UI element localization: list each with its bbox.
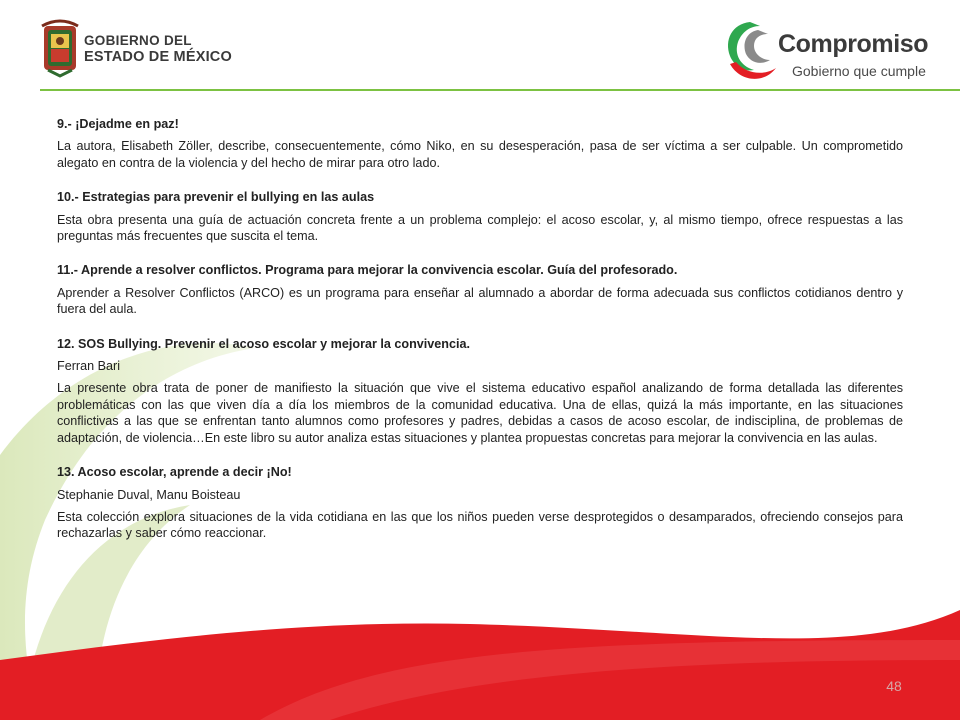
book-title: 9.- ¡Dejadme en paz!	[57, 117, 179, 131]
book-author: Ferran Bari	[57, 359, 120, 374]
compromiso-logo	[720, 14, 930, 86]
book-title: 13. Acoso escolar, aprende a decir ¡No!	[57, 465, 292, 480]
book-item-9	[57, 116, 903, 171]
gov-name	[84, 32, 232, 66]
book-description: Esta obra presenta una guía de actuación concreta frente a un problema complejo: el acoso escolar, y, al mismo tiempo, ofrece respuestas a las preguntas más frecuentes que suscita el tema.	[57, 212, 903, 244]
book-item-13	[57, 464, 903, 542]
coat-of-arms-icon	[40, 18, 80, 78]
book-title: 10.- Estrategias para prevenir el bullying en las aulas	[57, 190, 375, 205]
book-author: Stephanie Duval, Manu Boisteau	[57, 487, 241, 502]
gov-line1: GOBIERNO DEL	[84, 33, 192, 48]
gobierno-estado-mexico-logo	[40, 18, 280, 84]
page-header	[0, 0, 960, 92]
header-divider	[40, 89, 960, 91]
gov-line2: ESTADO DE MÉXICO	[84, 49, 232, 65]
book-item-11	[57, 262, 903, 317]
book-description: Esta colección explora situaciones de la vida cotidiana en las que los niños pueden verse desprotegidos o desamparados, ofreciendo consejos para rechazarlas y saber cómo reaccionar.	[57, 509, 903, 541]
brand-tagline: Gobierno que cumple	[792, 63, 926, 79]
book-list	[57, 116, 903, 560]
book-title: 12. SOS Bullying. Prevenir el acoso escolar y mejorar la convivencia.	[57, 336, 470, 351]
book-description: Aprender a Resolver Conflictos (ARCO) es un programa para enseñar al alumnado a abordar de forma adecuada sus conflictos cotidianos dentro y fuera del aula.	[57, 285, 903, 317]
book-item-12	[57, 336, 903, 446]
book-description: La autora, Elisabeth Zöller, describe, consecuentemente, cómo Niko, en su desesperación, pasa de ser víctima a ser culpable. Un comprometido alegato en contra de la violencia y del hecho de mirar para otro lado.	[57, 139, 903, 170]
book-description: La presente obra trata de poner de manifiesto la situación que vive el sistema educativo español analizando de forma detallada las diferentes problemáticas con las que viven día a día los miembros de la comunidad educativa. Una de ellas, quizá la más importante, en las situaciones conflictivas a las que se enfrentan tanto alumnos como profesores y padres, debidas a casos de acoso escolar, de indisciplina, de problemas de adaptación, de violencia…En este libro su autor analiza estas situaciones y plantea propuestas concretas para mejorar la convivencia en las aulas.	[57, 381, 903, 445]
brand-name: Compromiso	[778, 30, 929, 58]
page-number: 48	[886, 678, 902, 694]
book-title: 11.- Aprende a resolver conflictos. Programa para mejorar la convivencia escolar. Guía del profesorado.	[57, 263, 678, 278]
compromiso-swirl-icon	[720, 14, 782, 86]
book-item-10	[57, 189, 903, 244]
